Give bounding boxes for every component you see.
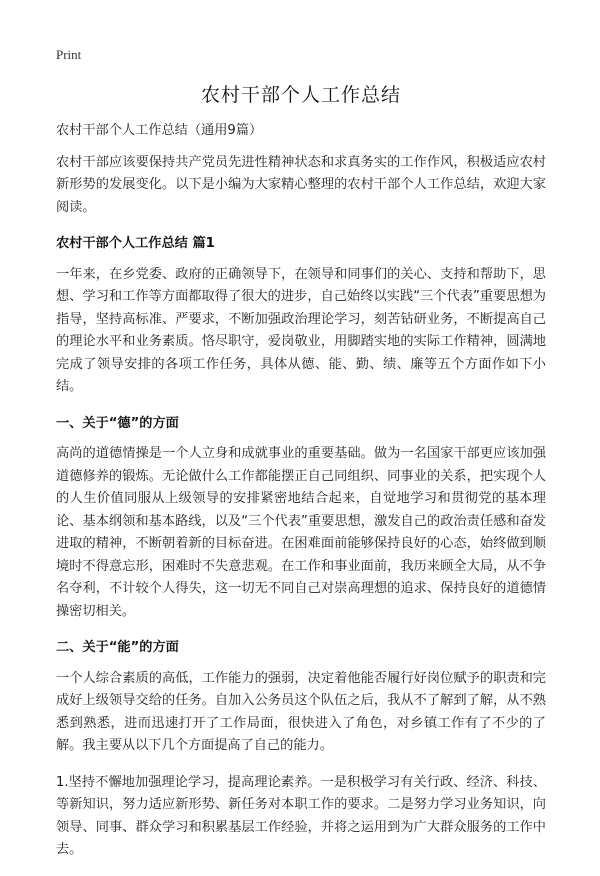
section-heading-part1: 农村干部个人工作总结 篇1 (56, 236, 215, 251)
document-body (56, 120, 546, 876)
section-heading-neng: 二、关于“能”的方面 (56, 640, 179, 655)
paragraph-item-1: 1.坚持不懈地加强理论学习，提高理论素养。一是积极学习有关行政、经济、科技、等新知识，努力适应新形势、新任务对本职工作的要求。二是努力学习业务知识，向领导、同事、群众学习和积累基层工作经验，并将之运用到为广大群众服务的工作中去。 (56, 774, 546, 857)
print-link[interactable]: Print (56, 47, 82, 62)
paragraph-de: 高尚的道德情操是一个人立身和成就事业的重要基础。做为一名国家干部更应该加强道德修养的锻炼。无论做什么工作都能摆正自己同组织、同事业的关系，把实现个人的人生价值同服从上级领导的安排紧密地结合起来，自觉地学习和贯彻党的基本理论、基本纲领和基本路线，以及“三个代表”重要思想，激发自己的政治责任感和奋发进取的精神，不断朝着新的目标奋进。在困难面前能够保持良好的心态，始终做到顺境时不得意忘形，困难时不失意悲观。在工作和事业面前，我历来顾全大局，从不争名夺利，不计较个人得失，这一切无不同自己对崇高理想的追求、保持良好的道德情操密切相关。 (56, 446, 546, 619)
intro-paragraph: 农村干部应该要保持共产党员先进性精神状态和求真务实的工作作风，积极适应农村新形势的发展变化。以下是小编为大家精心整理的农村干部个人工作总结，欢迎大家阅读。 (56, 154, 546, 215)
document-subtitle: 农村干部个人工作总结（通用9篇） (56, 123, 263, 138)
paragraph-overview: 一年来，在乡党委、政府的正确领导下，在领导和同事们的关心、支持和帮助下，思想、学习和工作等方面都取得了很大的进步，自己始终以实践“三个代表”重要思想为指导，坚持高标准、严要求，不断加强政治理论学习，刻苦钻研业务，不断提高自己的理论水平和业务素质。恪尽职守，爱岗敬业，用脚踏实地的实际工作精神，圆满地完成了领导安排的各项工作任务，具体从德、能、勤、绩、廉等五个方面作如下小结。 (56, 266, 546, 394)
section-heading-de: 一、关于“德”的方面 (56, 415, 179, 431)
page-title: 农村干部个人工作总结 (200, 84, 401, 106)
paragraph-neng: 一个人综合素质的高低，工作能力的强弱，决定着他能否履行好岗位赋予的职责和完成好上级领导交给的任务。自加入公务员这个队伍之后，我从不了解到了解，从不熟悉到熟悉，进而迅速打开了工作局面，很快进入了角色，对乡镇工作有了不少的了解。我主要从以下几个方面提高了自己的能力。 (56, 670, 546, 753)
